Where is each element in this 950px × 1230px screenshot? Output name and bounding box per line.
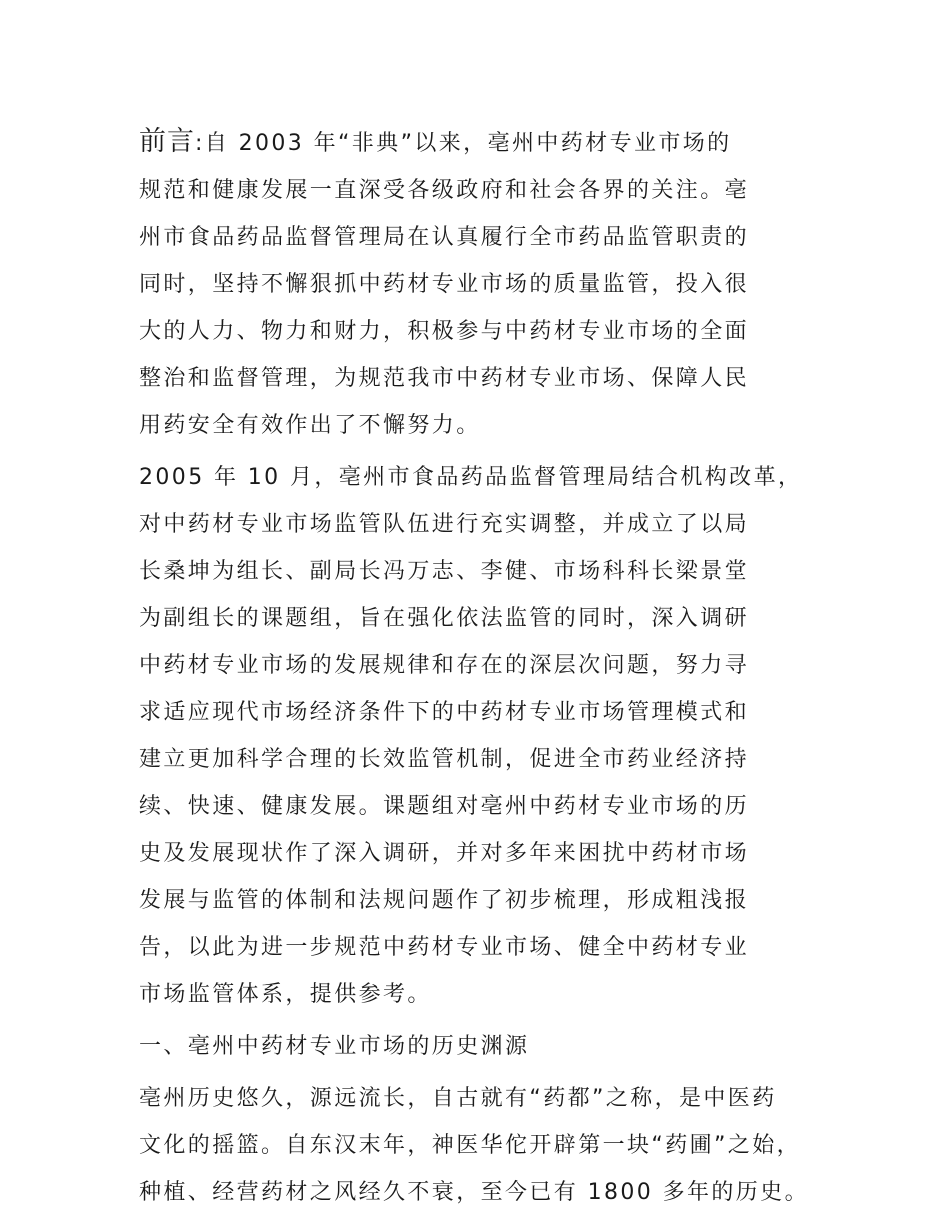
paragraph-2-line-10: 告，以此为进一步规范中药材专业市场、健全中药材专业 [139, 935, 750, 960]
preface-paragraph [139, 118, 829, 449]
paragraph-2-line-11: 市场监管体系，提供参考。 [139, 982, 432, 1007]
preface-line-6: 用药安全有效作出了不懈努力。 [139, 413, 481, 438]
paragraph-2-line-3: 为副组长的课题组，旨在强化依法监管的同时，深入调研 [139, 606, 750, 631]
document-body [139, 118, 829, 1216]
paragraph-2-line-1: 对中药材专业市场监管队伍进行充实调整，并成立了以局 [139, 512, 750, 537]
preface-line-5: 整治和监督管理，为规范我市中药材专业市场、保障人民 [139, 366, 750, 391]
paragraph-2-line-0: 2005 年 10 月，亳州市食品药品监督管理局结合机构改革， [139, 465, 803, 490]
preface-lead: 前言 [139, 126, 195, 157]
paragraph-2-line-4: 中药材专业市场的发展规律和存在的深层次问题，努力寻 [139, 653, 750, 678]
section-1-line-1: 文化的摇篮。自东汉末年，神医华佗开辟第一块“药圃”之始， [139, 1133, 801, 1158]
section-1-paragraph [139, 1075, 829, 1216]
preface-line-2: 州市食品药品监督管理局在认真履行全市药品监管职责的 [139, 225, 750, 250]
paragraph-2-line-7: 续、快速、健康发展。课题组对亳州中药材专业市场的历 [139, 794, 750, 819]
paragraph-2 [139, 454, 829, 1018]
section-1-line-2: 种植、经营药材之风经久不衰，至今已有 1800 多年的历史。 [139, 1180, 809, 1205]
preface-line-4: 大的人力、物力和财力，积极参与中药材专业市场的全面 [139, 319, 750, 344]
paragraph-2-line-6: 建立更加科学合理的长效监管机制，促进全市药业经济持 [139, 747, 750, 772]
paragraph-2-line-8: 史及发展现状作了深入调研，并对多年来困扰中药材市场 [139, 841, 750, 866]
paragraph-2-line-2: 长桑坤为组长、副局长冯万志、李健、市场科科长梁景堂 [139, 559, 750, 584]
preface-line-3: 同时，坚持不懈狠抓中药材专业市场的质量监管，投入很 [139, 272, 750, 297]
section-1-line-0: 亳州历史悠久，源远流长，自古就有“药都”之称，是中医药 [139, 1086, 777, 1111]
preface-first-line-text: :自 2003 年“非典”以来，亳州中药材专业市场的 [195, 131, 732, 156]
paragraph-2-line-5: 求适应现代市场经济条件下的中药材专业市场管理模式和 [139, 700, 750, 725]
section-1-heading: 一、亳州中药材专业市场的历史渊源 [139, 1034, 530, 1059]
preface-line-1: 规范和健康发展一直深受各级政府和社会各界的关注。亳 [139, 178, 750, 203]
preface-line-0 [139, 118, 829, 167]
paragraph-2-line-9: 发展与监管的体制和法规问题作了初步梳理，形成粗浅报 [139, 888, 750, 913]
